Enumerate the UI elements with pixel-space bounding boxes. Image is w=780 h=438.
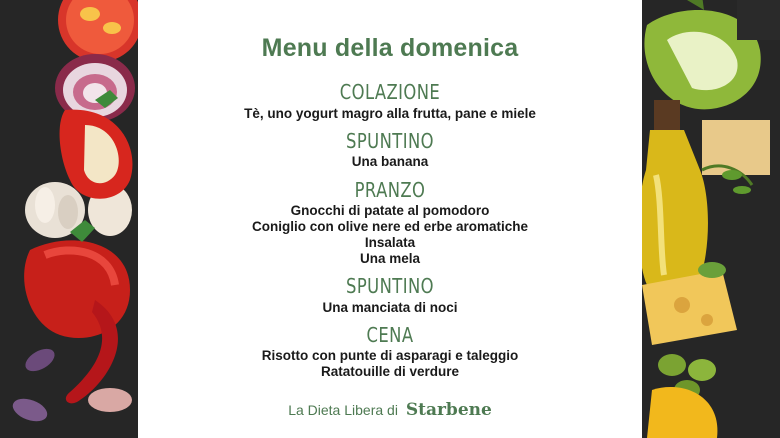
footer: [138, 400, 642, 420]
menu-item: Coniglio con olive nere ed erbe aromatiche: [251, 219, 529, 234]
menu-item: Gnocchi di patate al pomodoro: [290, 203, 490, 218]
menu-item: Insalata: [364, 235, 416, 250]
footer-text: La Dieta Libera di: [288, 402, 398, 418]
section-heading-cena: CENA: [366, 323, 414, 347]
menu-item: Tè, uno yogurt magro alla frutta, pane e miele: [244, 106, 536, 121]
menu-item: Ratatouille di verdure: [320, 364, 460, 379]
section-heading-colazione: COLAZIONE: [339, 80, 441, 104]
menu-item: Una manciata di noci: [322, 300, 458, 315]
brand-logo: Starbene: [405, 400, 492, 420]
right-vegetable-illustration: [642, 0, 780, 438]
section-heading-spuntino-1: SPUNTINO: [346, 129, 434, 153]
menu-item: Una banana: [351, 154, 429, 169]
section-heading-spuntino-2: SPUNTINO: [346, 274, 434, 298]
left-vegetable-illustration: [0, 0, 138, 438]
menu-title: Menu della domenica: [261, 34, 519, 62]
menu-item: Risotto con punte di asparagi e taleggio: [261, 348, 519, 363]
menu-card: [138, 0, 642, 438]
section-heading-pranzo: PRANZO: [354, 178, 426, 202]
menu-item: Una mela: [359, 251, 421, 266]
